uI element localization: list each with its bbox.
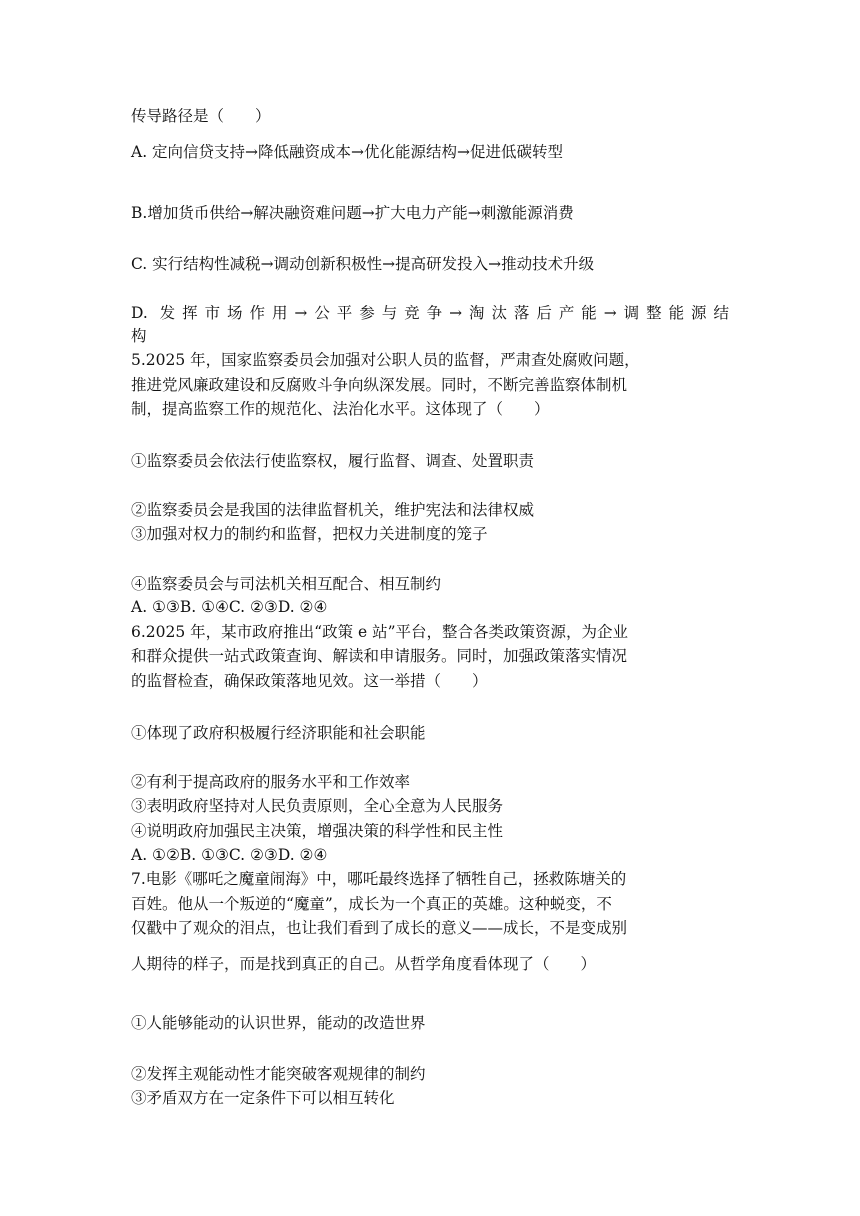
q6-statement-2: ②有利于提高政府的服务水平和工作效率: [131, 773, 411, 791]
q6-stem-line: 的监督检查，确保政策落地见效。这一举措（ ）: [131, 672, 488, 690]
q4-stem-end: 传导路径是（ ）: [131, 107, 271, 125]
q5-stem-line: 制，提高监察工作的规范化、法治化水平。这体现了（ ）: [131, 400, 550, 418]
q4-option-a: A. 定向信贷支持→降低融资成本→优化能源结构→促进低碳转型: [131, 143, 564, 161]
q5-stem-line: 5.2025 年，国家监察委员会加强对公职人员的监督，严肃查处腐败问题，: [131, 351, 640, 369]
q5-stem-line: 推进党风廉政建设和反腐败斗争向纵深发展。同时，不断完善监察体制机: [131, 376, 628, 394]
q7-statement-1: ①人能够能动的认识世界，能动的改造世界: [131, 1014, 426, 1032]
q4-option-d-cont: 构: [131, 327, 147, 345]
q7-stem-line: 仅戳中了观众的泪点，也让我们看到了成长的意义——成长，不是变成别: [131, 919, 628, 937]
q4-option-d: D. 发挥市场作用→公平参与竞争→淘汰落后产能→调整能源结: [131, 304, 729, 322]
q5-statement-3: ③加强对权力的制约和监督，把权力关进制度的笼子: [131, 525, 488, 543]
q7-stem-line: 7.电影《哪吒之魔童闹海》中，哪吒最终选择了牺牲自己，拯救陈塘关的: [131, 870, 627, 888]
q6-options: A. ①②B. ①③C. ②③D. ②④: [131, 846, 328, 864]
q7-statement-3: ③矛盾双方在一定条件下可以相互转化: [131, 1089, 395, 1107]
q6-statement-4: ④说明政府加强民主决策，增强决策的科学性和民主性: [131, 822, 504, 840]
q6-stem-line: 6.2025 年，某市政府推出“政策 e 站”平台，整合各类政策资源，为企业: [131, 623, 629, 641]
q5-statement-2: ②监察委员会是我国的法律监督机关，维护宪法和法律权威: [131, 501, 535, 519]
q7-stem-line: 人期待的样子，而是找到真正的自己。从哲学角度看体现了（ ）: [131, 955, 597, 973]
q5-statement-4: ④监察委员会与司法机关相互配合、相互制约: [131, 575, 442, 593]
q6-statement-3: ③表明政府坚持对人民负责原则，全心全意为人民服务: [131, 797, 504, 815]
q6-stem-line: 和群众提供一站式政策查询、解读和申请服务。同时，加强政策落实情况: [131, 647, 628, 665]
q5-statement-1: ①监察委员会依法行使监察权，履行监督、调查、处置职责: [131, 452, 535, 470]
q4-option-b: B.增加货币供给→解决融资难问题→扩大电力产能→刺激能源消费: [131, 204, 574, 222]
q6-statement-1: ①体现了政府积极履行经济职能和社会职能: [131, 724, 426, 742]
q7-statement-2: ②发挥主观能动性才能突破客观规律的制约: [131, 1065, 426, 1083]
q4-option-c: C. 实行结构性减税→调动创新积极性→提高研发投入→推动技术升级: [131, 255, 595, 273]
q5-options: A. ①③B. ①④C. ②③D. ②④: [131, 598, 328, 616]
q7-stem-line: 百姓。他从一个叛逆的“魔童”，成长为一个真正的英雄。这种蜕变，不: [131, 895, 612, 913]
